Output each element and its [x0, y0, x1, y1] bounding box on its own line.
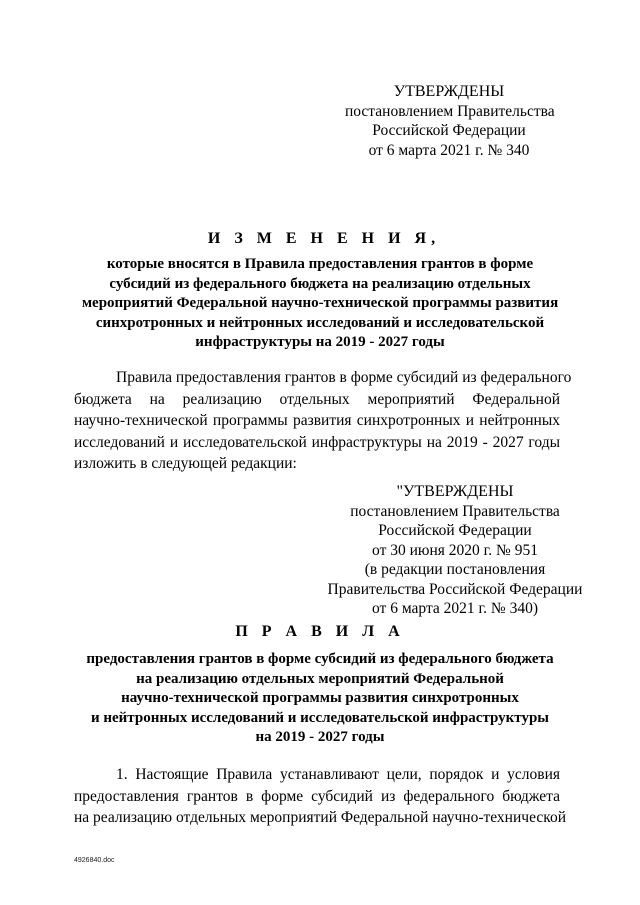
- changes-subtitle: [60, 255, 580, 353]
- paragraph-line: предоставления грантов в форме субсидий из федерального бюджета: [74, 787, 560, 805]
- approval-line: от 6 марта 2021 г. № 340): [372, 600, 538, 617]
- approval-line: Правительства Российской Федерации: [327, 580, 583, 598]
- approval-block-top: [345, 82, 553, 160]
- approval-line: постановлением Правительства: [350, 502, 560, 520]
- approval-line: постановлением Правительства: [345, 102, 555, 120]
- paragraph-line: 1. Настоящие Правила устанавливают цели, порядок и условия: [116, 766, 560, 783]
- subtitle-line: на реализацию отдельных мероприятий Федеральной: [136, 670, 504, 687]
- paragraph-line: исследований и исследовательской инфраструктуры на 2019 - 2027 годы: [74, 433, 560, 451]
- paragraph-line: научно-технической программы развития синхротронных и нейтронных: [74, 412, 560, 429]
- document-code: 4926840.doc: [74, 857, 115, 864]
- changes-heading: И З М Е Н Е Н И Я,: [207, 230, 441, 247]
- approval-line: "УТВЕРЖДЕНЫ: [396, 483, 514, 500]
- rules-heading: П Р А В И Л А: [235, 623, 405, 640]
- approval-line: УТВЕРЖДЕНЫ: [393, 83, 505, 100]
- subtitle-line: мероприятий Федеральной научно-технической программы развития: [81, 295, 559, 312]
- intro-paragraph: [74, 367, 572, 475]
- paragraph-line: на реализацию отдельных мероприятий Федеральной научно-технической: [74, 809, 567, 826]
- subtitle-line: субсидий из федерального бюджета на реализацию отдельных: [109, 275, 531, 292]
- approval-line: Российской Федерации: [372, 122, 526, 139]
- subtitle-line: которые вносятся в Правила предоставления грантов в форме: [106, 256, 534, 272]
- rules-subtitle: [60, 650, 580, 748]
- approval-line: Российской Федерации: [378, 522, 532, 539]
- paragraph-line: Правила предоставления грантов в форме субсидий из федерального: [116, 369, 572, 386]
- approval-line: от 6 марта 2021 г. № 340: [368, 141, 530, 159]
- subtitle-line: предоставления грантов в форме субсидий из федерального бюджета: [86, 651, 554, 667]
- subtitle-line: и нейтронных исследований и исследовательской инфраструктуры: [90, 709, 550, 726]
- subtitle-line: на 2019 - 2027 годы: [255, 729, 385, 746]
- point-1-paragraph: [74, 764, 567, 829]
- subtitle-line: научно-технической программы развития синхротронных: [121, 690, 519, 707]
- approval-line: (в редакции постановления: [364, 561, 546, 578]
- approval-line: от 30 июня 2020 г. № 951: [372, 541, 538, 559]
- paragraph-line: изложить в следующей редакции:: [74, 455, 297, 472]
- subtitle-line: инфраструктуры на 2019 - 2027 годы: [195, 334, 445, 351]
- paragraph-line: бюджета на реализацию отдельных мероприятий Федеральной: [74, 390, 560, 408]
- approval-block-inner: [321, 482, 589, 619]
- subtitle-line: синхротронных и нейтронных исследований и исследовательской: [95, 314, 545, 331]
